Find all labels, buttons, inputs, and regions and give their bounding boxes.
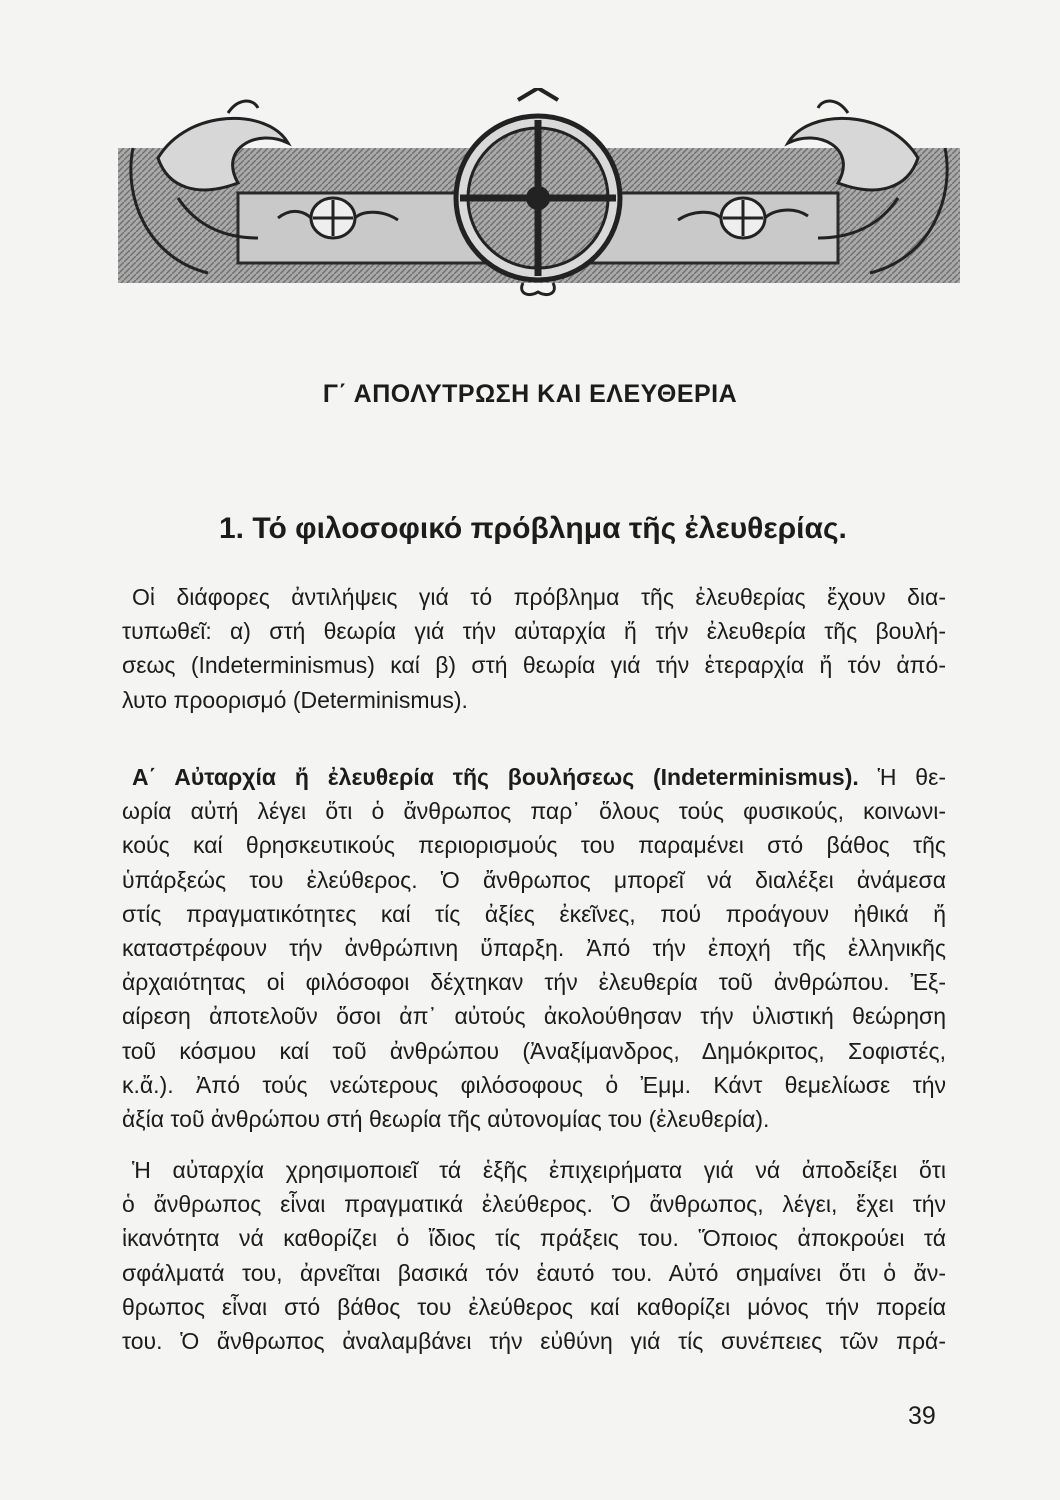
text-line: σφάλματά του, ἀρνεῖται βασικά τόν ἑαυτό του. Αὐτό σημαίνει ὅτι ὁ ἄν- [122,1259,946,1286]
text-line: ὁ ἄνθρωπος εἶναι πραγματικά ἐλεύθερος. Ὁ ἄνθρωπος, λέγει, ἔχει τήν [122,1191,946,1218]
text-line: λυτο προορισμό (Determinismus). [122,686,468,713]
text-line: Οἱ διάφορες ἀντιλήψεις γιά τό πρόβλημα τῆς ἐλευθερίας ἔχουν δια- [132,584,946,610]
text-line: ωρία αὐτή λέγει ὅτι ὁ ἄνθρωπος παρ᾽ ὅλους τούς φυσικούς, κοινωνι- [122,798,946,825]
paragraph-heading: Α΄ Αὐταρχία ἤ ἐλευθερία τῆς βουλήσεως (Indeterminismus). [132,764,859,790]
chapter-title: 1. Τό φιλοσοφικό πρόβλημα τῆς ἐλευθερίας. [219,512,847,545]
text-line: ἀρχαιότητας οἱ φιλόσοφοι δέχτηκαν τήν ἐλευθερία τοῦ ἀνθρώπου. Ἐξ- [122,969,946,996]
text-line: καταστρέφουν τήν ἀνθρώπινη ὕπαρξη. Ἀπό τήν ἐποχή τῆς ἑλληνικῆς [122,935,946,962]
text-line: αίρεση ἀποτελοῦν ὅσοι ἀπ᾽ αὐτούς ἀκολούθησαν τήν ὑλιστική θεώρηση [122,1003,946,1030]
text-line: θρωπος εἶναι στό βάθος του ἐλεύθερος καί καθορίζει μόνος τήν πορεία [122,1293,946,1320]
text-line: Α΄ Αὐταρχία ἤ ἐλευθερία τῆς βουλήσεως (Indeterminismus). Ἡ θε- [132,764,946,790]
text-line: Ἡ αὐταρχία χρησιμοποιεῖ τά ἑξῆς ἐπιχειρήματα γιά νά ἀποδείξει ὅτι [132,1157,946,1183]
ornamental-header-illustration [118,88,960,298]
text-line: κούς καί θρησκευτικούς περιορισμούς του παραμένει στό βάθος τῆς [122,832,946,859]
text-line: κ.ἄ.). Ἀπό τούς νεώτερους φιλόσοφους ὁ Ἐμμ. Κάντ θεμελίωσε τήν [122,1071,946,1098]
paragraph-autarchy [122,760,946,1136]
intro-paragraph [122,580,946,717]
text-line: τυπωθεῖ: α) στή θεωρία γιά τήν αὐταρχία ἤ τήν ἐλευθερία τῆς βουλή- [122,618,946,645]
text-line: τοῦ κόσμου καί τοῦ ἀνθρώπου (Ἀναξίμανδρος, Δημόκριτος, Σοφιστές, [122,1037,946,1064]
text-line: ἱκανότητα νά καθορίζει ὁ ἴδιος τίς πράξεις του. Ὅποιος ἀποκρούει τά [122,1225,946,1252]
text-line: στίς πραγματικότητες καί τίς ἀξίες ἐκεῖνες, πού προάγουν ἠθικά ἤ [122,900,946,927]
text-line: ἀξία τοῦ ἀνθρώπου στή θεωρία τῆς αὐτονομίας του (ἐλευθερία). [122,1106,770,1133]
page-number: 39 [908,1402,936,1430]
paragraph-arguments [122,1153,946,1358]
text-line: σεως (Indeterminismus) καί β) στή θεωρία γιά τήν ἑτεραρχία ἤ τόν ἀπό- [122,652,946,679]
text-line: ὑπάρξεώς του ἐλεύθερος. Ὁ ἄνθρωπος μπορεῖ νά διαλέξει ἀνάμεσα [122,866,946,893]
section-heading: Γ΄ ΑΠΟΛΥΤΡΩΣΗ ΚΑΙ ΕΛΕΥΘΕΡΙΑ [322,380,738,408]
text-line: του. Ὁ ἄνθρωπος ἀναλαμβάνει τήν εὐθύνη γιά τίς συνέπειες τῶν πρά- [122,1328,946,1355]
